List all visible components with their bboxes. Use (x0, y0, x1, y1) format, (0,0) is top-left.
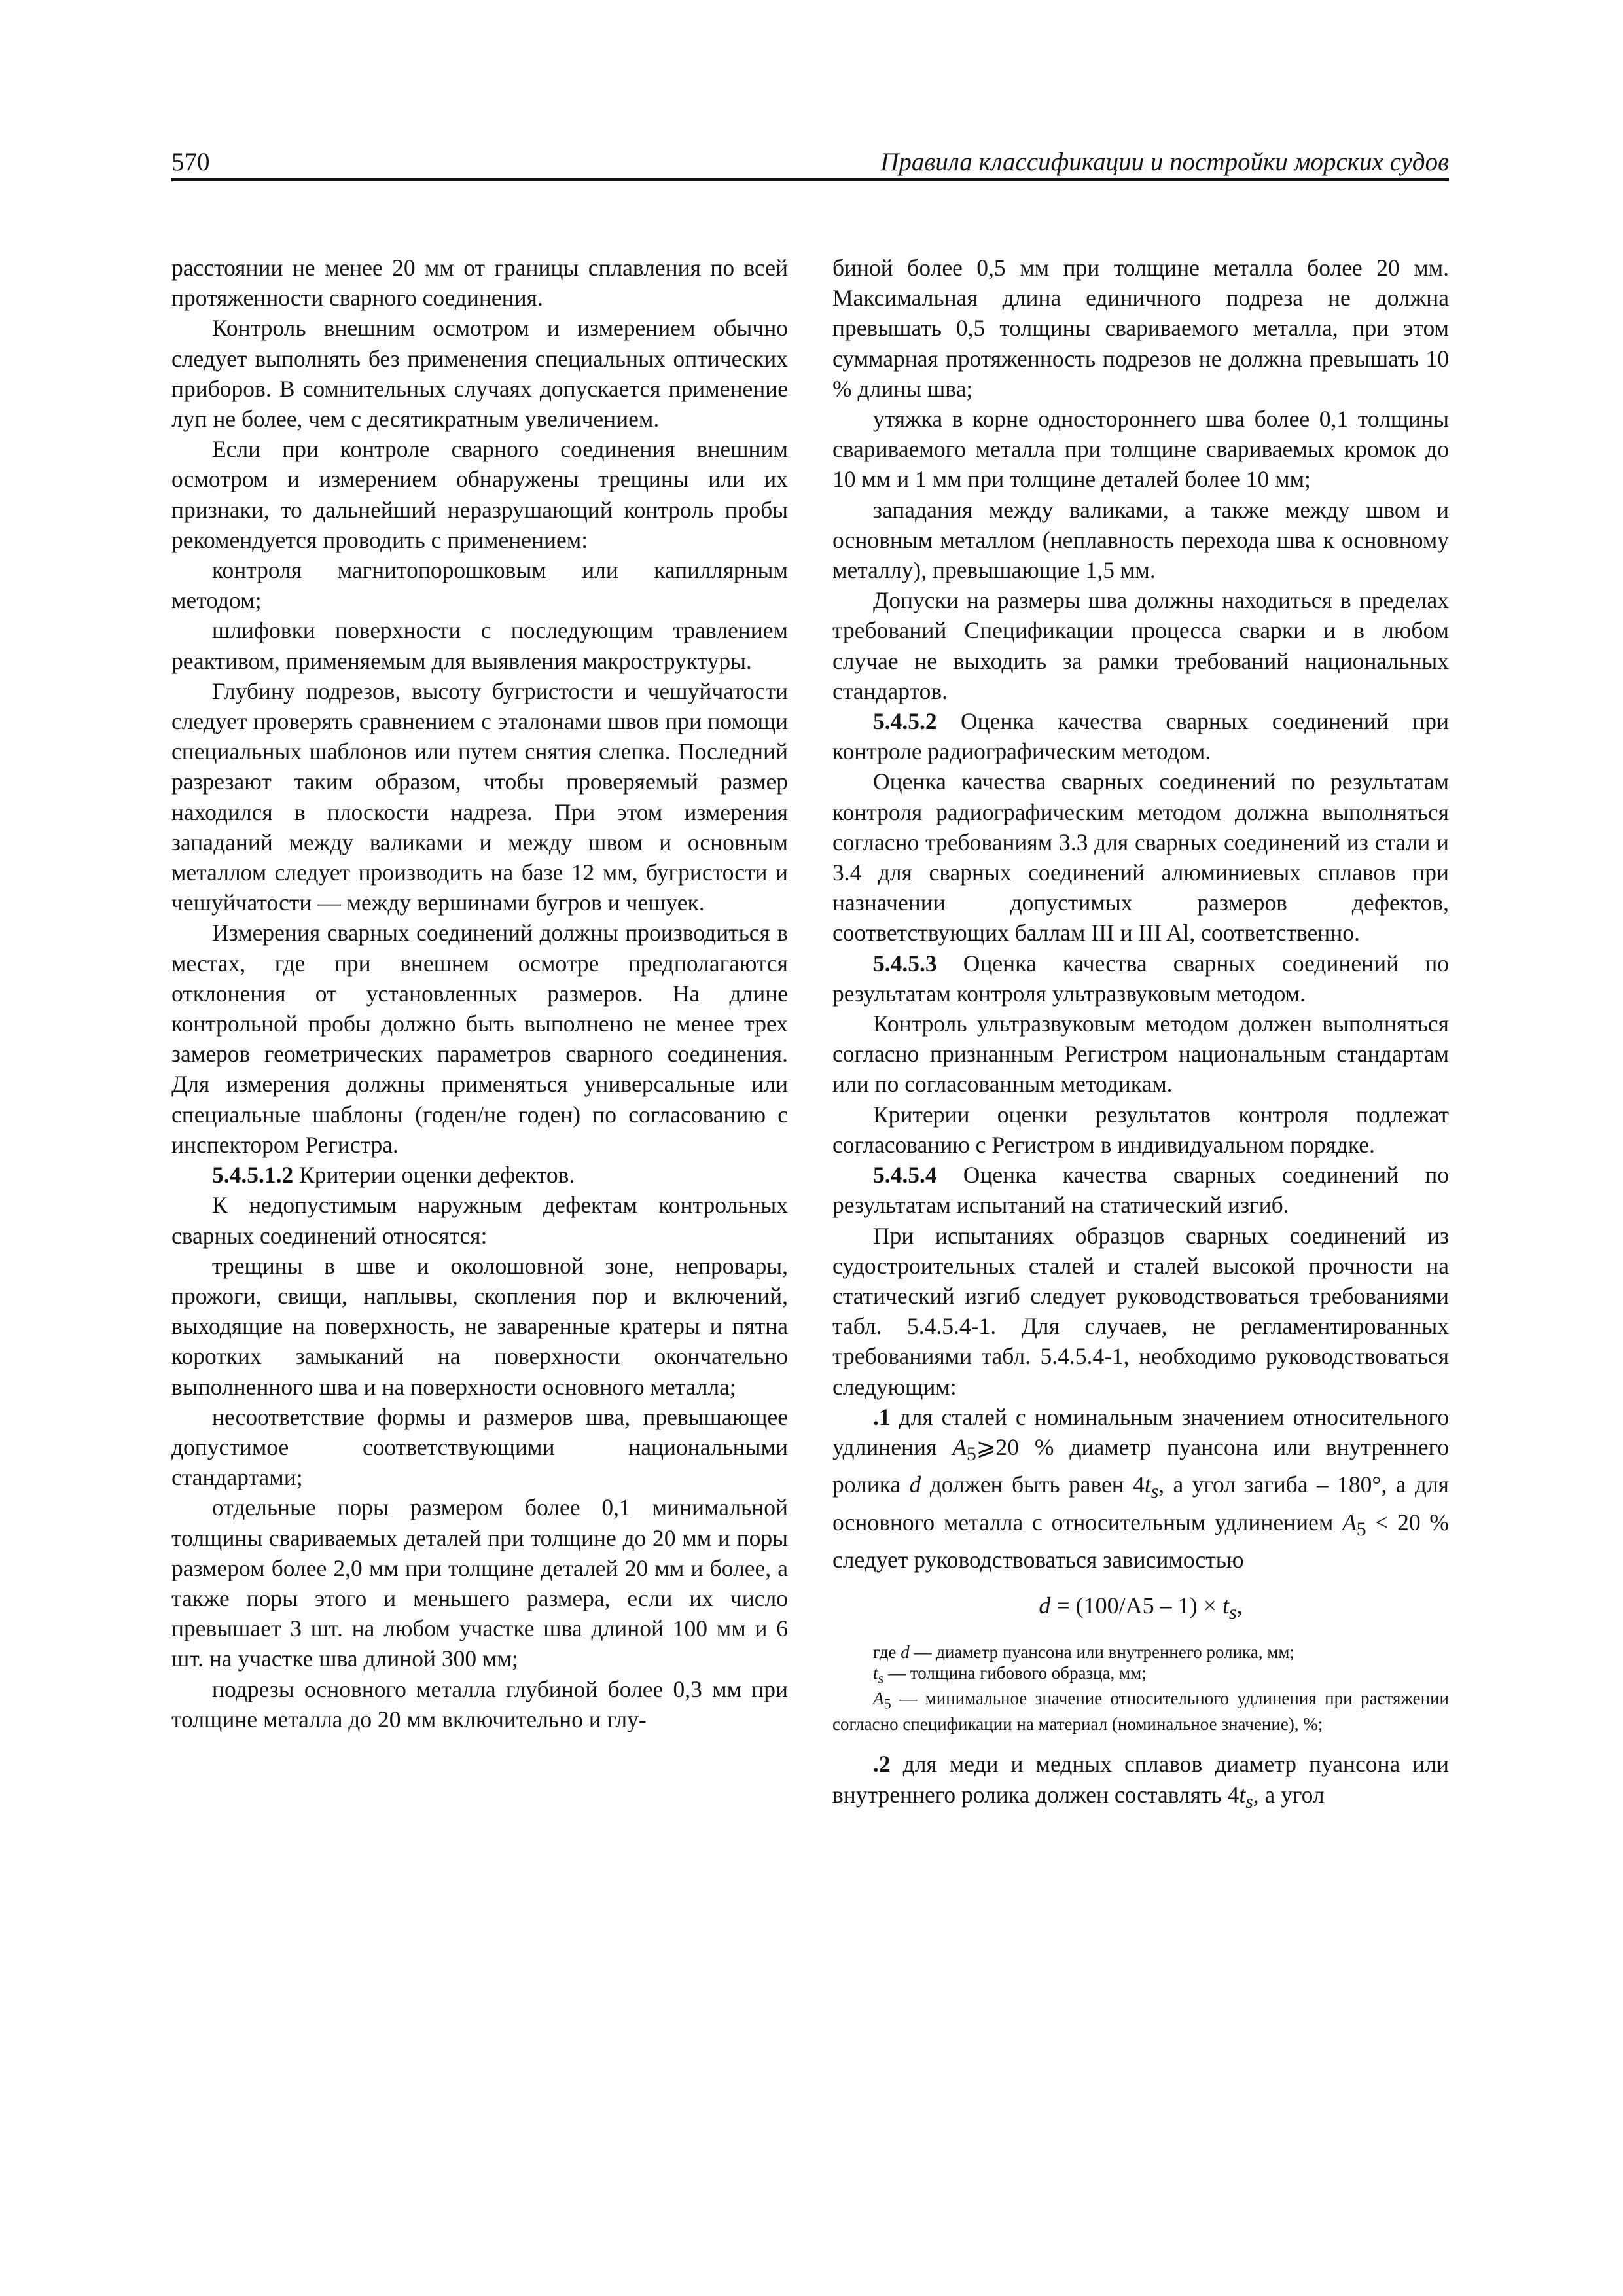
formula (832, 1590, 1449, 1628)
subscript: 5 (966, 1444, 976, 1465)
list-item: шлифовки поверхности с последующим травлением реактивом, применяемым для выявления макроструктуры. (171, 617, 788, 674)
section-heading (171, 1160, 788, 1190)
section-title: Оценка качества сварных соединений по результатам контроля ультразвуковым методом. (832, 950, 1449, 1007)
text-run: ⩾20 % диаметр пуансона или внутреннего ролика (832, 1433, 1449, 1498)
formula-definitions (832, 1642, 1449, 1734)
text-run: < 20 % следует руководствоваться зависимостью (832, 1509, 1449, 1573)
section-number: 5.4.5.4 (873, 1162, 937, 1189)
left-column (171, 253, 788, 1734)
text-run: для меди и медных сплавов диаметр пуансона или внутреннего ролика должен составлять 4 (832, 1751, 1449, 1808)
section-title: Оценка качества сварных соединений по результатам испытаний на статический изгиб. (832, 1162, 1449, 1219)
subscript: 5 (883, 1695, 891, 1712)
item-number: .1 (873, 1403, 891, 1430)
text-run: = (100/A5 – 1) × (1050, 1592, 1222, 1619)
section-heading (832, 1160, 1449, 1220)
list-item: несоответствие формы и размеров шва, превышающее допустимое соответствующими национальными стандартами; (171, 1403, 788, 1491)
header-rule (171, 178, 1449, 181)
symbol: d (901, 1642, 910, 1662)
paragraph: К недопустимым наружным дефектам контрольных сварных соединений относятся: (171, 1192, 788, 1249)
list-item: подрезы основного металла глубиной более 0,3 мм при толщине металла до 20 мм включительно и глу- (171, 1676, 788, 1732)
paragraph: расстоянии не менее 20 мм от границы сплавления по всей протяженности сварного соединения. (171, 255, 788, 312)
text-run: должен быть равен 4 (921, 1471, 1145, 1498)
definition (832, 1642, 1449, 1663)
paragraph: биной более 0,5 мм при толщине металла более 20 мм. Максимальная длина единичного подреза не должна превышать 0,5 толщины свариваемого металла, при этом суммарная протяженность подрезов не должна превышать 10 % длины шва; (832, 255, 1449, 402)
section-title: Критерии оценки дефектов. (293, 1162, 575, 1189)
item-number: .2 (873, 1751, 891, 1778)
definition (832, 1663, 1449, 1689)
list-item (832, 1749, 1449, 1817)
section-heading (832, 706, 1449, 766)
symbol: d (909, 1471, 921, 1498)
list-item (832, 1402, 1449, 1575)
section-title: Оценка качества сварных соединений при контроле радиографическим методом. (832, 708, 1449, 765)
subscript: s (1150, 1481, 1159, 1503)
symbol: A (1342, 1509, 1357, 1535)
paragraph: Оценка качества сварных соединений по результатам контроля радиографическим методом должна выполняться согласно требованиям 3.3 для сварных соединений из стали и 3.4 для сварных соединений алюминиевых сплавов при назначении допустимых размеров дефектов, соответствующих баллам III и III Al, соответственно. (832, 768, 1449, 946)
text-run: — диаметр пуансона или внутреннего ролика, мм; (909, 1642, 1294, 1662)
definition (832, 1689, 1449, 1735)
page-number: 570 (171, 148, 210, 176)
symbol: t (873, 1662, 878, 1683)
symbol: A (873, 1688, 884, 1708)
text-run: , (1236, 1592, 1243, 1619)
section-number: 5.4.5.3 (873, 950, 937, 977)
list-item: отдельные поры размером более 0,1 минимальной толщины свариваемых деталей при толщине до 20 мм и поры размером более 2,0 мм при толщине деталей 20 мм и более, а также поры этого и меньшего размера, если их число превышает 3 шт. на любом участке шва длиной 100 мм и 6 шт. на участке шва длиной 300 мм; (171, 1494, 788, 1672)
symbol: t (1222, 1592, 1229, 1619)
text-run: где (873, 1642, 901, 1662)
list-item: утяжка в корне одностороннего шва более 0,1 толщины свариваемого металла при толщине свариваемых кромок до 10 мм и 1 мм при толщине деталей более 10 мм; (832, 406, 1449, 493)
text-run: — толщина гибового образца, мм; (883, 1662, 1147, 1683)
paragraph: Контроль внешним осмотром и измерением обычно следует выполнять без применения специальных оптических приборов. В сомнительных случаях допускается применение луп не более, чем с десятикратным увеличением. (171, 315, 788, 433)
subscript: s (878, 1670, 884, 1687)
paragraph: Измерения сварных соединений должны производиться в местах, где при внешнем осмотре предполагаются отклонения от установленных размеров. На длине контрольной пробы должно быть выполнено не менее трех замеров геометрических параметров сварного соединения. Для измерения должны применяться универсальные или специальные шаблоны (годен/не годен) по согласованию с инспектором Регистра. (171, 920, 788, 1158)
symbol: A (952, 1433, 967, 1460)
subscript: s (1228, 1602, 1237, 1624)
section-heading (832, 948, 1449, 1009)
text-run: , а угол загиба – 180°, а для основного металла с относительным удлинением (832, 1471, 1449, 1535)
subscript: 5 (1356, 1518, 1366, 1540)
text-run: для сталей с номинальным значением относительного удлинения (832, 1403, 1449, 1460)
list-item: западания между валиками, а также между швом и основным металлом (неплавность перехода шва к основному металлу), превышающие 1,5 мм. (832, 496, 1449, 584)
symbol: t (1239, 1781, 1246, 1808)
paragraph: Глубину подрезов, высоту бугристости и чешуйчатости следует проверять сравнением с эталонами швов при помощи специальных шаблонов или путем снятия слепка. Последний разрезают таким образом, чтобы проверяемый размер находился в плоскости надреза. При этом измерения западаний между валиками и между швом и основным металлом следует производить на базе 12 мм, бугристости и чешуйчатости — между вершинами бугров и чешуек. (171, 677, 788, 916)
paragraph: Контроль ультразвуковым методом должен выполняться согласно признанным Регистром национальным стандартам или по согласованным методикам. (832, 1011, 1449, 1098)
paragraph: Критерии оценки результатов контроля подлежат согласованию с Регистром в индивидуальном порядке. (832, 1101, 1449, 1158)
list-item: трещины в шве и околошовной зоне, непровары, прожоги, свищи, наплывы, скопления пор и включений, выходящие на поверхность, не заваренные кратеры и пятна коротких замыканий на поверхности окончательно выполненного шва и на поверхности основного металла; (171, 1252, 788, 1400)
paragraph: Допуски на размеры шва должны находиться в пределах требований Спецификации процесса сварки и в любом случае не выходить за рамки требований национальных стандартов. (832, 587, 1449, 704)
section-number: 5.4.5.1.2 (212, 1162, 294, 1189)
section-number: 5.4.5.2 (873, 708, 937, 735)
subscript: s (1245, 1791, 1253, 1812)
symbol: d (1039, 1592, 1051, 1619)
text-run: , а угол (1253, 1781, 1325, 1808)
paragraph: Если при контроле сварного соединения внешним осмотром и измерением обнаружены трещины или их признаки, то дальнейший неразрушающий контроль пробы рекомендуется проводить с применением: (171, 436, 788, 553)
symbol: t (1144, 1471, 1151, 1498)
right-column (832, 253, 1449, 1817)
paragraph: При испытаниях образцов сварных соединений из судостроительных сталей и сталей высокой прочности на статический изгиб следует руководствоваться требованиями табл. 5.4.5.4-1. Для случаев, не регламентированных требованиями табл. 5.4.5.4-1, необходимо руководствоваться следующим: (832, 1222, 1449, 1400)
list-item: контроля магнитопорошковым или капиллярным методом; (171, 557, 788, 614)
text-run: — минимальное значение относительного удлинения при растяжении согласно спецификации на материал (номинальное значение), %; (832, 1688, 1449, 1734)
running-title: Правила классификации и постройки морских судов (880, 148, 1449, 176)
